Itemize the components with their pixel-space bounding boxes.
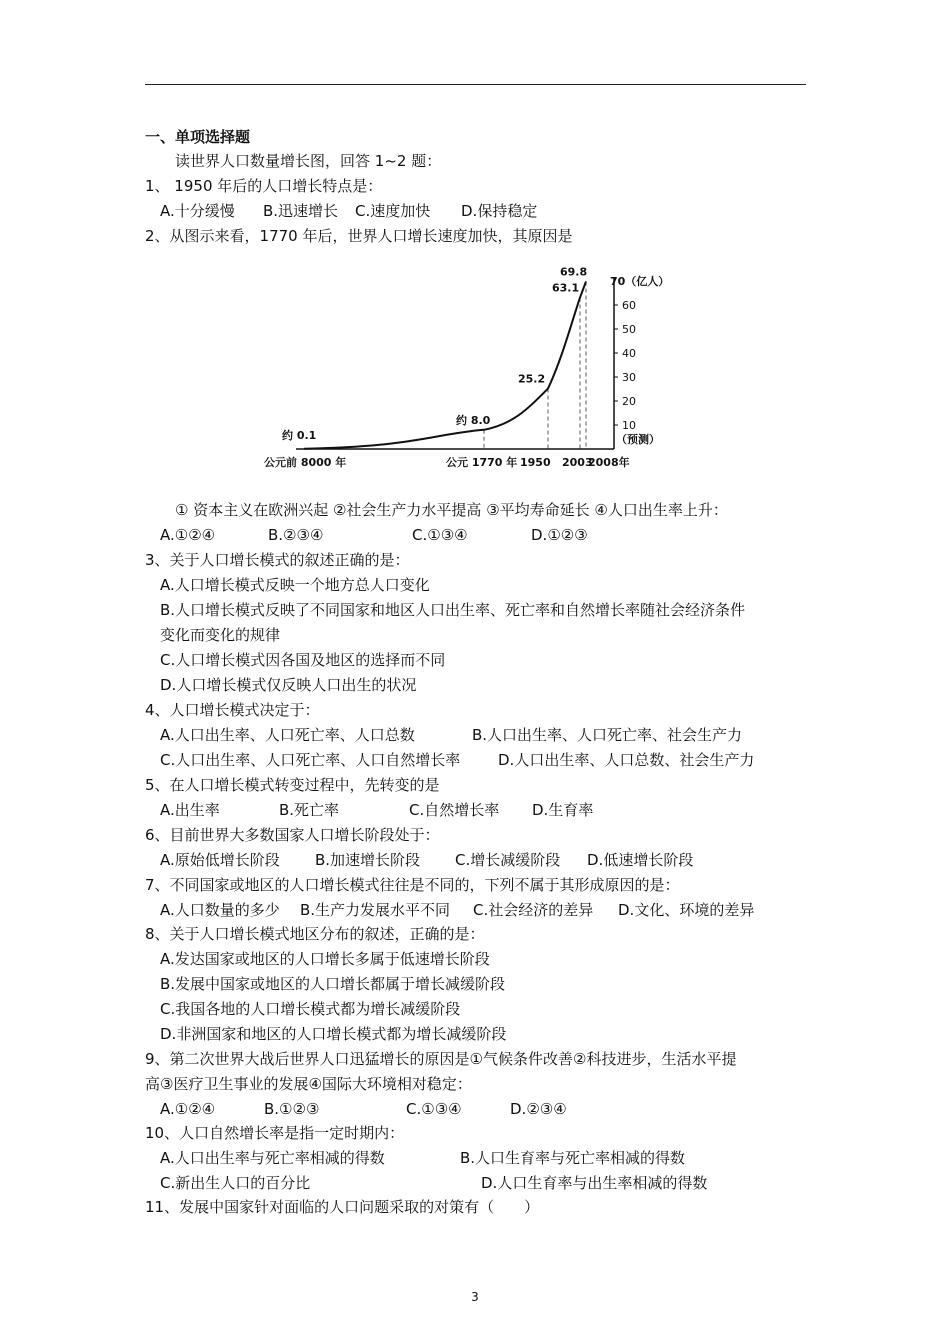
q3-option-b-line2: 变化而变化的规律 [160,626,281,644]
header-rule [145,84,806,85]
x-tick-label: 公元前 8000 年 [264,456,347,469]
q2-option-b: B.②③④ [268,526,324,544]
q5-stem: 5、在人口增长模式转变过程中，先转变的是 [145,776,440,794]
q8-option-b: B.发展中国家或地区的人口增长都属于增长减缓阶段 [160,975,506,993]
q5-option-c: C.自然增长率 [409,801,500,819]
q3-stem: 3、关于人口增长模式的叙述正确的是： [145,551,410,569]
forecast-annotation: （预测） [616,433,660,446]
point-value-label: 约 0.1 [282,428,317,442]
y-tick-label: 50 [622,323,636,336]
q6-option-b: B.加速增长阶段 [315,851,421,869]
q4-option-a: A.人口出生率、人口死亡率、人口总数 [160,726,415,744]
point-value-label: 69.8 [560,265,588,279]
population-curve [304,281,586,448]
q1-option-a: A.十分缓慢 [160,202,235,220]
q9-option-a: A.①②④ [160,1100,216,1118]
q2-option-d: D.①②③ [531,526,588,544]
q4-option-d: D.人口出生率、人口总数、社会生产力 [498,751,755,769]
q4-stem: 4、人口增长模式决定于： [145,701,320,719]
x-tick-label: 2003 [562,456,593,469]
q10-option-d: D.人口生育率与出生率相减的得数 [481,1174,708,1192]
x-tick-label: 公元 1770 年 [446,456,518,469]
q6-option-c: C.增长减缓阶段 [455,851,561,869]
q1-option-d: D.保持稳定 [461,202,538,220]
q2-option-a: A.①②④ [160,526,216,544]
intro-text: 读世界人口数量增长图，回答 1~2 题： [175,152,442,170]
q8-option-c: C.我国各地的人口增长模式都为增长减缓阶段 [160,1000,461,1018]
q3-option-d: D.人口增长模式仅反映人口出生的状况 [160,676,417,694]
x-tick-label: 2008年 [588,456,630,469]
point-value-label: 63.1 [552,281,580,295]
q9-option-b: B.①②③ [264,1100,320,1118]
q6-option-d: D.低速增长阶段 [587,851,694,869]
q10-stem: 10、人口自然增长率是指一定时期内： [145,1124,405,1142]
q7-stem: 7、不同国家或地区的人口增长模式往往是不同的，下列不属于其形成原因的是： [145,876,680,894]
q2-statements: ① 资本主义在欧洲兴起 ②社会生产力水平提高 ③平均寿命延长 ④人口出生率上升： [175,501,728,519]
q5-option-a: A.出生率 [160,801,220,819]
q1-option-c: C.速度加快 [355,202,431,220]
q7-option-b: B.生产力发展水平不同 [300,901,451,919]
y-tick-label: 10 [622,419,636,432]
q9-stem-line1: 9、第二次世界大战后世界人口迅猛增长的原因是①气候条件改善②科技进步，生活水平提 [145,1050,737,1068]
q7-option-d: D.文化、环境的差异 [618,901,755,919]
section-title: 一、单项选择题 [145,128,251,146]
page-number: 3 [471,1290,479,1304]
q6-stem: 6、目前世界大多数国家人口增长阶段处于： [145,826,440,844]
q3-option-c: C.人口增长模式因各国及地区的选择而不同 [160,651,446,669]
q9-stem-line2: 高③医疗卫生事业的发展④国际大环境相对稳定： [145,1075,472,1093]
q1-stem: 1、 1950 年后的人口增长特点是： [145,177,383,195]
q9-option-c: C.①③④ [406,1100,462,1118]
q10-option-b: B.人口生育率与死亡率相减的得数 [460,1149,686,1167]
q7-option-c: C.社会经济的差异 [473,901,594,919]
q5-option-d: D.生育率 [532,801,594,819]
q10-option-a: A.人口出生率与死亡率相减的得数 [160,1149,385,1167]
q6-option-a: A.原始低增长阶段 [160,851,280,869]
q11-stem: 11、发展中国家针对面临的人口问题采取的对策有（ ） [145,1198,540,1216]
y-axis-label: 70（亿人） [610,275,670,288]
q8-option-d: D.非洲国家和地区的人口增长模式都为增长减缓阶段 [160,1025,507,1043]
point-value-label: 约 8.0 [456,413,491,427]
q3-option-b-line1: B.人口增长模式反映了不同国家和地区人口出生率、死亡率和自然增长率随社会经济条件 [160,601,746,619]
q9-option-d: D.②③④ [510,1100,567,1118]
x-tick-label: 1950 [520,456,551,469]
y-tick-label: 40 [622,347,636,360]
population-growth-chart [262,252,682,477]
q4-option-c: C.人口出生率、人口死亡率、人口自然增长率 [160,751,461,769]
q7-option-a: A.人口数量的多少 [160,901,280,919]
q1-option-b: B.迅速增长 [263,202,339,220]
q5-option-b: B.死亡率 [279,801,340,819]
q4-option-b: B.人口出生率、人口死亡率、社会生产力 [472,726,743,744]
q8-option-a: A.发达国家或地区的人口增长多属于低速增长阶段 [160,950,490,968]
q10-option-c: C.新出生人口的百分比 [160,1174,311,1192]
q2-option-c: C.①③④ [412,526,468,544]
y-tick-label: 60 [622,299,636,312]
point-value-label: 25.2 [518,372,546,386]
y-tick-label: 30 [622,371,636,384]
q8-stem: 8、关于人口增长模式地区分布的叙述，正确的是： [145,925,485,943]
q3-option-a: A.人口增长模式反映一个地方总人口变化 [160,576,430,594]
q2-stem: 2、从图示来看，1770 年后，世界人口增长速度加快，其原因是 [145,227,573,245]
y-tick-label: 20 [622,395,636,408]
